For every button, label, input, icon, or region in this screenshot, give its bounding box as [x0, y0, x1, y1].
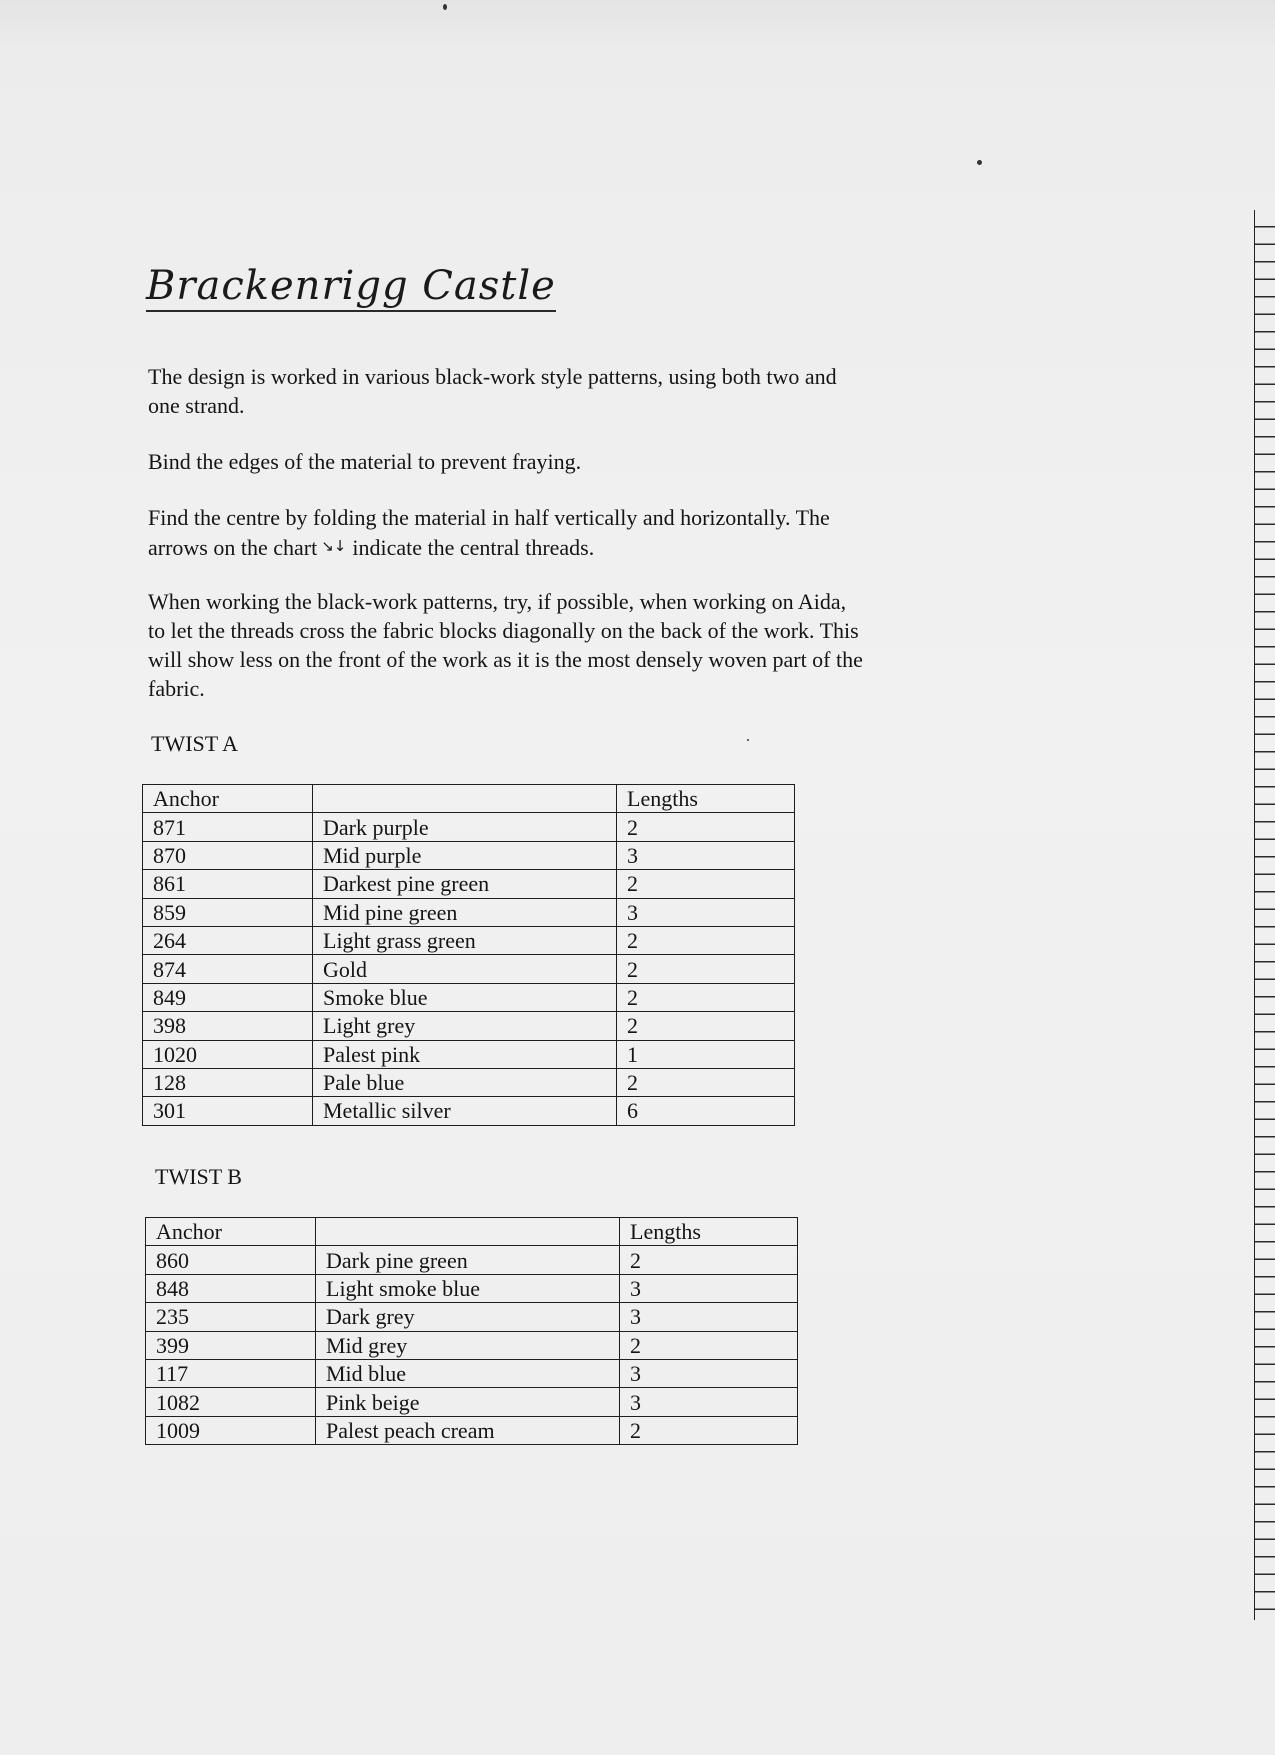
scan-speck: [747, 739, 749, 741]
lengths-value: 2: [617, 1012, 795, 1040]
lengths-value: 2: [617, 926, 795, 954]
colour-name: Palest pink: [313, 1040, 617, 1068]
colour-name: Pink beige: [316, 1388, 620, 1416]
scan-speck: [443, 4, 447, 10]
anchor-header: Anchor: [146, 1218, 316, 1246]
lengths-header: Lengths: [617, 785, 795, 813]
table-header-row: [146, 1218, 798, 1246]
table-row: [143, 1012, 795, 1040]
twist-a-label: TWIST A: [151, 731, 238, 756]
lengths-value: 2: [617, 870, 795, 898]
anchor-number: 264: [143, 926, 313, 954]
table-row: [146, 1274, 798, 1302]
colour-name: Darkest pine green: [313, 870, 617, 898]
anchor-header: Anchor: [143, 785, 313, 813]
colour-name: Pale blue: [313, 1068, 617, 1096]
anchor-number: 398: [143, 1012, 313, 1040]
lengths-value: 3: [620, 1303, 798, 1331]
lengths-value: 2: [617, 1068, 795, 1096]
colour-name: Mid purple: [313, 841, 617, 869]
lengths-value: 1: [617, 1040, 795, 1068]
anchor-number: 859: [143, 898, 313, 926]
colour-name: Mid pine green: [313, 898, 617, 926]
anchor-number: 128: [143, 1068, 313, 1096]
colour-header: [313, 785, 617, 813]
colour-name: Mid blue: [316, 1359, 620, 1387]
colour-name: Light grass green: [313, 926, 617, 954]
anchor-number: 399: [146, 1331, 316, 1359]
lengths-value: 6: [617, 1097, 795, 1125]
colour-name: Palest peach cream: [316, 1416, 620, 1444]
table-row: [146, 1246, 798, 1274]
centre-text-after: indicate the central threads.: [352, 535, 595, 560]
anchor-number: 870: [143, 841, 313, 869]
anchor-number: 1082: [146, 1388, 316, 1416]
lengths-header: Lengths: [620, 1218, 798, 1246]
colour-name: Metallic silver: [313, 1097, 617, 1125]
table-row: [143, 813, 795, 841]
anchor-number: 860: [146, 1246, 316, 1274]
anchor-number: 849: [143, 983, 313, 1011]
blackwork-paragraph: When working the black-work patterns, try, if possible, when working on Aida, to let the threads cross the fabric blocks diagonally on the back of the work. This will show less on the front of the work as it is the most densely woven part of the fabric.: [148, 589, 863, 701]
colour-name: Smoke blue: [313, 983, 617, 1011]
anchor-number: 117: [146, 1359, 316, 1387]
table-row: [143, 955, 795, 983]
colour-header: [316, 1218, 620, 1246]
lengths-value: 2: [620, 1246, 798, 1274]
lengths-value: 2: [617, 813, 795, 841]
lengths-value: 3: [620, 1359, 798, 1387]
table-row: [146, 1359, 798, 1387]
lengths-value: 3: [617, 841, 795, 869]
lengths-value: 2: [617, 955, 795, 983]
colour-name: Mid grey: [316, 1331, 620, 1359]
chart-grid-edge: [1254, 210, 1275, 1620]
scan-shadow: [0, 0, 1275, 50]
colour-name: Light smoke blue: [316, 1274, 620, 1302]
table-row: [143, 841, 795, 869]
central-arrows-icon: ↘↓: [321, 537, 347, 555]
colour-name: Light grey: [313, 1012, 617, 1040]
table-row: [146, 1303, 798, 1331]
table-row: [146, 1388, 798, 1416]
lengths-value: 3: [620, 1388, 798, 1416]
table-row: [143, 870, 795, 898]
colour-name: Dark pine green: [316, 1246, 620, 1274]
anchor-number: 1009: [146, 1416, 316, 1444]
table-row: [146, 1331, 798, 1359]
centre-text-before: Find the centre by folding the material in half vertically and horizontally. The arrows on the chart: [148, 505, 830, 560]
twist-b-label: TWIST B: [155, 1164, 242, 1189]
twist-b-table: [145, 1217, 798, 1445]
anchor-number: 1020: [143, 1040, 313, 1068]
lengths-value: 3: [620, 1274, 798, 1302]
anchor-number: 874: [143, 955, 313, 983]
table-row: [143, 983, 795, 1011]
table-row: [143, 1097, 795, 1125]
page-title: Brackenrigg Castle: [146, 262, 556, 312]
lengths-value: 2: [620, 1331, 798, 1359]
twist-a-table: [142, 784, 795, 1126]
anchor-number: 871: [143, 813, 313, 841]
table-row: [143, 926, 795, 954]
colour-name: Dark grey: [316, 1303, 620, 1331]
table-row: [143, 1040, 795, 1068]
table-row: [146, 1416, 798, 1444]
colour-name: Dark purple: [313, 813, 617, 841]
lengths-value: 3: [617, 898, 795, 926]
anchor-number: 235: [146, 1303, 316, 1331]
anchor-number: 301: [143, 1097, 313, 1125]
intro-paragraph: The design is worked in various black-work style patterns, using both two and one strand.: [148, 364, 837, 418]
colour-name: Gold: [313, 955, 617, 983]
binding-paragraph: Bind the edges of the material to prevent fraying.: [148, 449, 582, 474]
table-row: [143, 1068, 795, 1096]
lengths-value: 2: [617, 983, 795, 1011]
anchor-number: 861: [143, 870, 313, 898]
table-row: [143, 898, 795, 926]
lengths-value: 2: [620, 1416, 798, 1444]
centre-paragraph: [148, 503, 868, 562]
scan-speck: [977, 160, 982, 165]
anchor-number: 848: [146, 1274, 316, 1302]
table-header-row: [143, 785, 795, 813]
